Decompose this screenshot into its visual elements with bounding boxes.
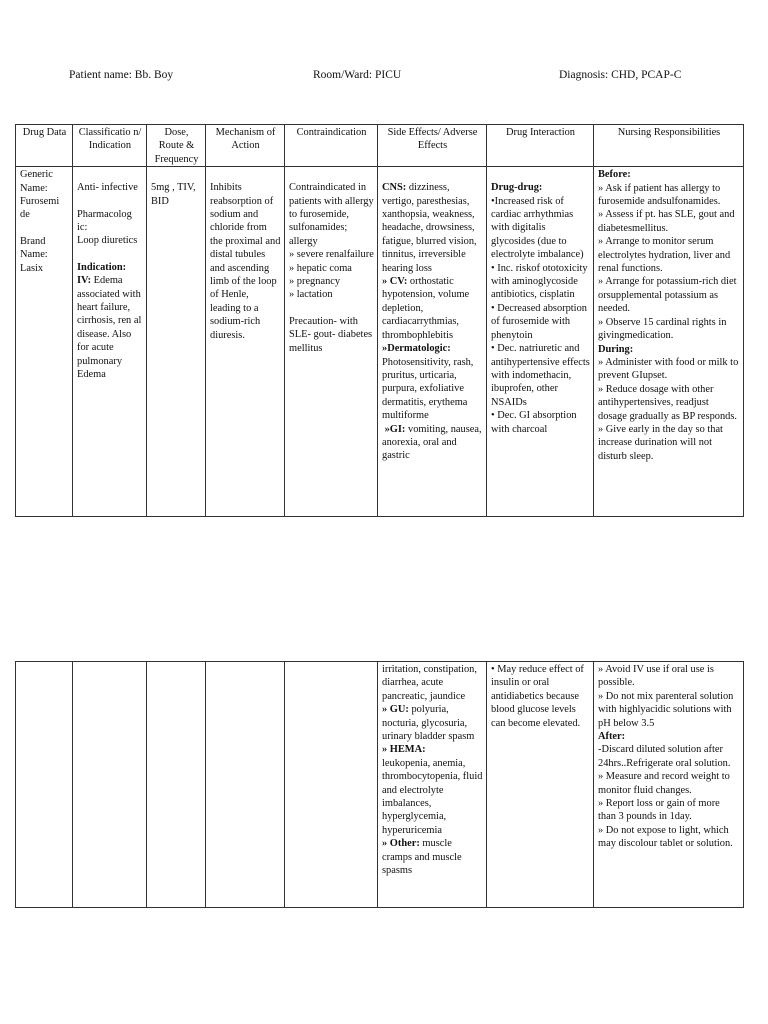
cv-label: » CV:	[382, 276, 408, 288]
nursing-item: » Administer with food or milk to prevent GIupset.	[598, 356, 739, 382]
pharmacologic-class: Loop diuretics	[77, 235, 138, 247]
hema-label: » HEMA:	[382, 744, 426, 756]
interaction-item: • Decreased absorption of furosemide with phenytoin	[491, 302, 587, 341]
mechanism-text: Inhibits reabsorption of sodium and chloride from the proximal and distal tubules and ascending limb of the loop of Henle, leading to a sodium-rich diuresis.	[210, 182, 281, 341]
table-row	[16, 167, 744, 517]
interaction-cell	[487, 167, 594, 517]
col-mechanism: Mechanism of Action	[206, 125, 285, 167]
drug-drug-label: Drug-drug:	[491, 182, 543, 194]
nursing-item: » Report loss or gain of more than 3 pounds in 1day.	[598, 798, 720, 823]
gi-label: »GI:	[384, 423, 406, 435]
nursing-item: » Measure and record weight to monitor fluid changes.	[598, 771, 730, 796]
nursing-item: » Reduce dosage with other antihypertensives, readjust dosage gradually as BP responds.	[598, 383, 737, 422]
after-label: After:	[598, 731, 626, 743]
nursing-item: » Avoid IV use if oral use is possible.	[598, 664, 714, 689]
derm-text: Photosensitivity, rash, pruritus, urticaria, purpura, exfoliative dermatitis, erythema multiforme	[382, 356, 474, 422]
nursing-cell-cont	[594, 662, 744, 908]
col-classification: Classificatio n/ Indication	[73, 125, 147, 167]
drug-data-cell-empty	[16, 662, 73, 908]
nursing-item: » Assess if pt. has SLE, gout and diabetesmellitus.	[598, 209, 735, 234]
contraindication-item: » hepatic coma	[289, 262, 352, 274]
room-ward: Room/Ward: PICU	[313, 69, 402, 81]
classification-cell	[73, 167, 147, 517]
col-dose: Dose, Route & Frequency	[147, 125, 206, 167]
route-label: IV:	[77, 275, 92, 287]
interaction-item: • Inc. riskof ototoxicity with aminoglycoside antibiotics, cisplatin	[491, 262, 588, 301]
contraindication-item: » pregnancy	[289, 276, 341, 288]
derm-label: »Dermatologic:	[382, 343, 451, 355]
dose-text: 5mg , TIV, BID	[151, 182, 196, 207]
col-drug-interaction: Drug Interaction	[487, 125, 594, 167]
dose-cell	[147, 167, 206, 517]
cns-label: CNS:	[382, 182, 407, 194]
col-side-effects: Side Effects/ Adverse Effects	[378, 125, 487, 167]
brand-label: Brand Name:	[20, 235, 48, 261]
contraindication-item: » lactation	[289, 289, 333, 301]
other-label: » Other:	[382, 838, 420, 850]
pharmacologic-label: Pharmacolog ic:	[77, 208, 132, 234]
table-row	[16, 662, 744, 908]
generic-name: Furosemi de	[20, 196, 60, 221]
drug-table-page-2	[15, 661, 744, 908]
col-nursing: Nursing Responsibilities	[594, 125, 744, 167]
gu-label: » GU:	[382, 704, 409, 716]
hema-text: leukopenia, anemia, thrombocytopenia, fluid and electrolyte imbalances, hyperglycemia, hyperuricemia	[382, 757, 483, 836]
interaction-item: • May reduce effect of insulin or oral antidiabetics because blood glucose levels can become elevated.	[491, 664, 584, 729]
gi-text-cont: irritation, constipation, diarrhea, acute pancreatic, jaundice	[382, 664, 477, 702]
contraindication-cell-empty	[285, 662, 378, 908]
interaction-item: • Dec. GI absorption with charcoal	[491, 410, 577, 435]
header-row	[16, 125, 744, 167]
interaction-item: • Dec. natriuretic and antihypertensive effects with indomethacin, ibuprofen, other NSAIDs	[491, 343, 590, 408]
nursing-item: » Do not expose to light, which may discolour tablet or solution.	[598, 824, 733, 850]
nursing-item: » Ask if patient has allergy to furosemide andsulfonamides.	[598, 182, 721, 208]
mechanism-cell	[206, 167, 285, 517]
contraindication-intro: Contraindicated in patients with allergy to furosemide, sulfonamides; allergy	[289, 182, 374, 247]
col-contraindication: Contraindication	[285, 125, 378, 167]
side-effects-cell-cont	[378, 662, 487, 908]
drug-data-cell	[16, 167, 73, 517]
dose-cell-empty	[147, 662, 206, 908]
brand-name: Lasix	[20, 262, 44, 274]
nursing-cell	[594, 167, 744, 517]
gu-text: polyuria, nocturia, glycosuria, urinary bladder spasm	[382, 704, 475, 743]
classification-cell-empty	[73, 662, 147, 908]
side-effects-cell	[378, 167, 487, 517]
nursing-item: » Do not mix parenteral solution with highlyacidic solutions with pH below 3.5	[598, 690, 734, 729]
nursing-item: » Observe 15 cardinal rights in givingmedication.	[598, 316, 727, 342]
nursing-item: » Give early in the day so that increase durination will not disturb sleep.	[598, 423, 723, 462]
nursing-item: » Arrange for potassium-rich diet orsupplemental potassium as needed.	[598, 276, 737, 315]
mechanism-cell-empty	[206, 662, 285, 908]
nursing-item: -Discard diluted solution after 24hrs..Refrigerate oral solution.	[598, 744, 731, 769]
other-text: muscle cramps and muscle spasms	[382, 838, 462, 877]
precaution-text: Precaution- with SLE- gout- diabetes mellitus	[289, 315, 373, 354]
drug-table-page-1	[15, 124, 744, 517]
contraindication-cell	[285, 167, 378, 517]
gi-text: vomiting, nausea, anorexia, oral and gastric	[382, 423, 482, 462]
patient-name: Patient name: Bb. Boy	[69, 69, 174, 81]
indication-label: Indication:	[77, 261, 127, 273]
before-label: Before:	[598, 169, 631, 181]
interaction-cell-cont	[487, 662, 594, 908]
interaction-item: •Increased risk of cardiac arrhythmias with digitalis glycosides (due to electrolyte imbalance)	[491, 195, 584, 261]
generic-label: Generic Name:	[20, 169, 53, 194]
drug-class: Anti- infective	[77, 182, 138, 194]
contraindication-item: » severe renalfailure	[289, 249, 374, 261]
cv-text: orthostatic hypotension, volume depletion, cardiacarrythmias, thrombophlebitis	[382, 276, 470, 341]
diagnosis: Diagnosis: CHD, PCAP-C	[559, 69, 682, 81]
indication-text: Edema associated with heart failure, cirrhosis, ren al disease. Also for acute pulmonary Edema	[77, 275, 142, 381]
nursing-item: » Arrange to monitor serum electrolytes hydration, liver and renal functions.	[598, 236, 731, 275]
col-drug-data: Drug Data	[16, 125, 73, 167]
cns-text: dizziness, vertigo, paresthesias, xanthopsia, weakness, headache, drowsiness, fatigue, blurred vision, tinnitus, irreversible hearing loss	[382, 182, 477, 274]
during-label: During:	[598, 343, 634, 355]
